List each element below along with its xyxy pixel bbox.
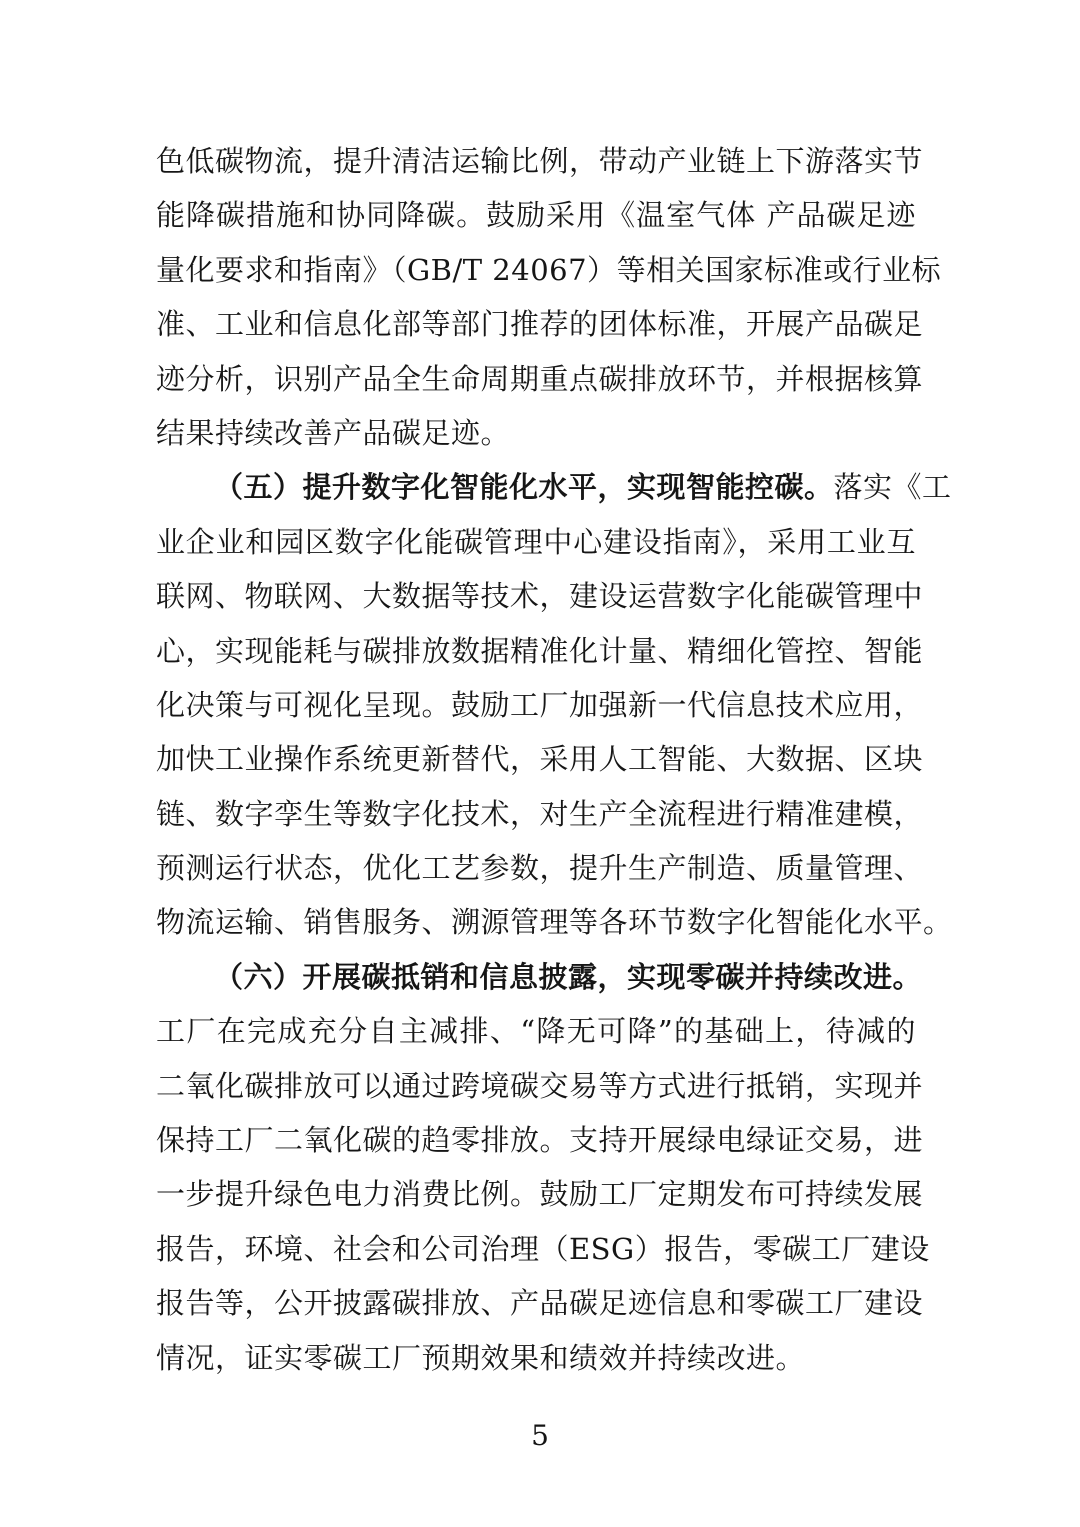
text-line: 量化要求和指南》（GB/T 24067）等相关国家标准或行业标 <box>156 252 942 287</box>
section-6-heading: （六）开展碳抵销和信息披露，实现零碳并持续改进。 <box>214 959 923 994</box>
text-line: 链、数字孪生等数字化技术，对生产全流程进行精准建模， <box>156 796 924 831</box>
text-line: 心，实现能耗与碳排放数据精准化计量、精细化管控、智能 <box>156 633 924 668</box>
text-line: 二氧化碳排放可以通过跨境碳交易等方式进行抵销，实现并 <box>156 1068 924 1103</box>
text-line: 迹分析，识别产品全生命周期重点碳排放环节，并根据核算 <box>156 361 924 396</box>
text-line: 准、工业和信息化部等部门推荐的团体标准，开展产品碳足 <box>156 307 924 342</box>
section-5-body-start: 落实《工 <box>833 470 952 505</box>
text-line-paragraph-end: 情况，证实零碳工厂预期效果和绩效并持续改进。 <box>156 1340 806 1375</box>
text-line-paragraph-end: 结果持续改善产品碳足迹。 <box>156 415 511 450</box>
document-text-block <box>156 134 953 1385</box>
text-line: 联网、物联网、大数据等技术，建设运营数字化能碳管理中 <box>156 579 924 614</box>
text-line-section-heading-6 <box>156 950 923 1004</box>
text-line: 业企业和园区数字化能碳管理中心建设指南》，采用工业互 <box>156 524 916 559</box>
section-5-heading: （五）提升数字化智能化水平，实现智能控碳。 <box>214 470 834 505</box>
text-line: 保持工厂二氧化碳的趋零排放。支持开展绿电绿证交易，进 <box>156 1123 924 1158</box>
text-line: 化决策与可视化呈现。鼓励工厂加强新一代信息技术应用， <box>156 687 924 722</box>
text-line: 加快工业操作系统更新替代，采用人工智能、大数据、区块 <box>156 742 924 777</box>
text-line: 工厂在完成充分自主减排、“降无可降”的基础上，待减的 <box>156 1014 916 1049</box>
text-line-section-heading-5 <box>156 460 952 514</box>
text-line: 报告，环境、社会和公司治理（ESG）报告，零碳工厂建设 <box>156 1231 930 1266</box>
text-line: 色低碳物流，提升清洁运输比例，带动产业链上下游落实节 <box>156 144 924 178</box>
text-line: 预测运行状态，优化工艺参数，提升生产制造、质量管理、 <box>156 851 924 886</box>
page-number: 5 <box>531 1419 549 1452</box>
text-line: 一步提升绿色电力消费比例。鼓励工厂定期发布可持续发展 <box>156 1177 924 1212</box>
text-line: 能降碳措施和协同降碳。鼓励采用《温室气体 产品碳足迹 <box>156 198 916 233</box>
text-line-paragraph-end: 物流运输、销售服务、溯源管理等各环节数字化智能化水平。 <box>156 905 953 940</box>
text-line: 报告等，公开披露碳排放、产品碳足迹信息和零碳工厂建设 <box>156 1286 924 1321</box>
